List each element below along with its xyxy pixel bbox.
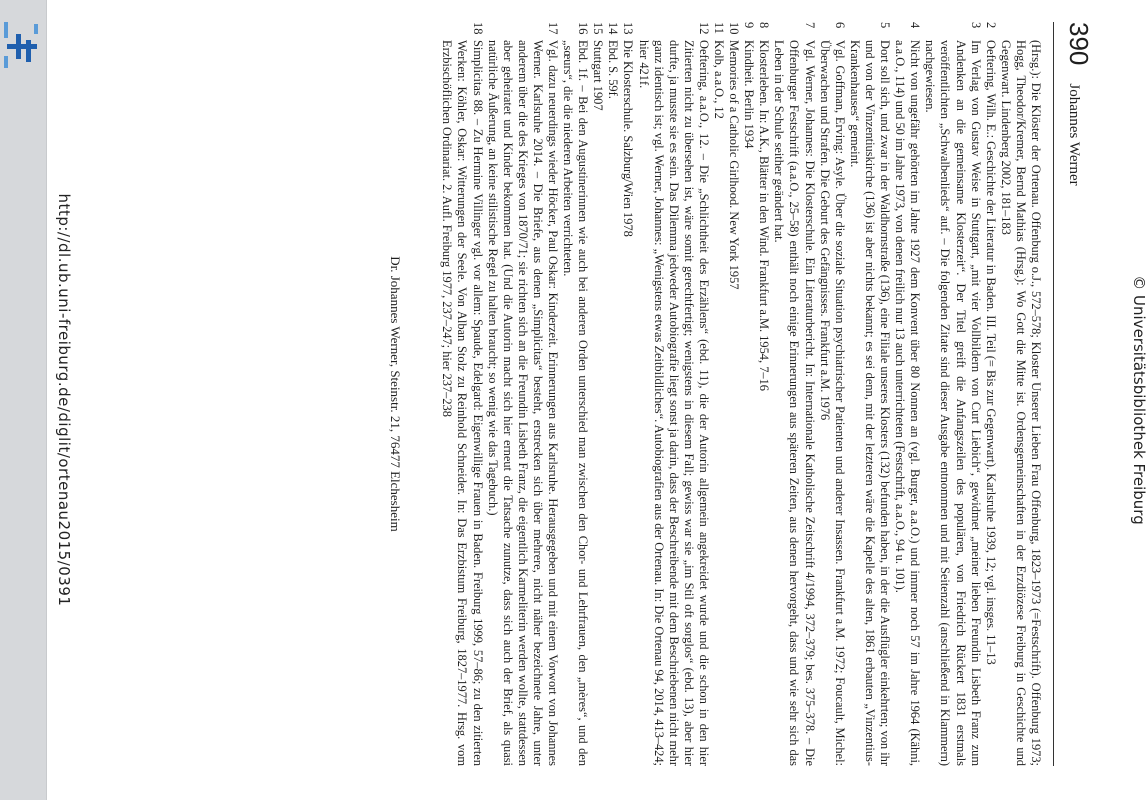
endnote-text: Nicht von ungefähr gehörten im Jahre 1927 dem Konvent über 80 Nonnen an (vgl. Burger, a.a.O.) und immer noch 57 im Jahre 1964 (Kähni, a.a.O., 114) und 50 im Jahre 1973, von denen freilich nur 13 auch unterrichteten (Festschrift, a.a.O., 94 u. 101). <box>893 40 923 766</box>
endnote-number: 14 <box>606 22 621 35</box>
endnote <box>485 22 560 766</box>
endnote-number: 13 <box>621 22 636 35</box>
endnote <box>756 22 771 766</box>
endnote <box>590 22 605 766</box>
endnote-number: 9 <box>742 22 757 29</box>
endnote-number: 5 <box>878 22 893 29</box>
endnote-text: (Hrsg.): Die Klöster der Ortenau. Offenburg o.J., 572–578; Kloster Unserer Lieben Frau Offenburg, 1823–1973 (=Festschrift). Offenburg 1973; Hogg, Theodor/Kremer, Bernd Mathias (Hrsg.): Wo Gott die Mitte ist. Ordensgemeinschaften in der Erzdiözese Freiburg in Geschichte und Gegenwart. Lindenberg 2002, 181–183 <box>998 40 1043 766</box>
url-watermark <box>46 0 82 800</box>
endnote <box>726 22 741 766</box>
endnote-number: 15 <box>591 22 606 35</box>
endnote-number: 16 <box>576 22 591 35</box>
viewer-side-panel <box>0 0 47 800</box>
page-number: 390 <box>1064 22 1094 66</box>
endnote-number: 17 <box>546 22 560 35</box>
scanned-page <box>84 0 1114 800</box>
endnote-text: Dort soll sich, und zwar in der Waldhornstraße (136), eine Filiale unseres Klosters (132) befunden haben, in der die Ausflügler einkehrten; von ihr und von der Vinzentiuskirche (136) ist aber nichts bekannt; es sei denn, mit der letzteren wäre die Kapelle des alten, 1861 erbauten „Vinzentius-Krankenhauses“ gemeint. <box>847 40 893 766</box>
endnote-number: 7 <box>802 22 817 29</box>
endnote <box>998 22 1043 766</box>
endnote-number: 4 <box>908 22 923 29</box>
endnote <box>741 22 756 766</box>
endnote <box>605 22 620 766</box>
endnote <box>439 22 484 766</box>
endnote-number: 10 <box>727 22 742 35</box>
page-content <box>94 14 1094 774</box>
library-logo-icon <box>2 14 42 74</box>
endnote-text: Oeftering, Wilh. E.: Geschichte der Literatur in Baden. III. Teil (= Bis zur Gegenwart). Karlsruhe 1939, 12; vgl. insges. 11–13 <box>983 40 998 665</box>
endnote <box>560 22 590 766</box>
endnote-text: Vgl. Werner, Johannes: Die Klosterschule. Ein Literaturbericht. In: Internationale Katholische Zeitschrift 4/1994, 372–379; bes. 375–378. – Die Offenburger Festschrift (a.a.O., 25–58) enthält noch einige Erinnerungen aus späteren Zeiten, aus denen hervorgeht, dass und wie sehr sich das Leben in der Schule seither geändert hat. <box>772 40 817 766</box>
endnote <box>620 22 635 766</box>
endnote <box>817 22 847 766</box>
url-watermark-text: http://dl.ub.uni-freiburg.de/diglit/ortenau2015/0391 <box>55 193 73 607</box>
copyright-watermark-text: © Universitätsbibliothek Freiburg <box>1130 275 1148 525</box>
copyright-watermark <box>1130 0 1148 800</box>
endnote-text: Im Verlag von Gustav Weise in Stuttgart, „mit vier Vollbildern von Curt Liebich“, gewidmet „meiner lieben Freundin Lisbeth Franz zum Andenken an die gemeinsame Klosterzeit“. Der Titel greift die Anfangszeilen des populären, von Friedrich Rückert 1831 erstmals veröffentlichten „Schwalbenlieds“ auf. – Die folgenden Zitate sind dieser Ausgabe entnommen und mit Seitenzahl (anschließend in Klammern) nachgewiesen. <box>923 40 983 766</box>
page-header <box>1053 22 1094 766</box>
endnote <box>635 22 710 766</box>
endnote-text: Ebd. S. 59f. <box>606 40 621 99</box>
endnote <box>922 22 982 766</box>
endnote-text: Die Klosterschule. Salzburg/Wien 1978 <box>621 40 636 237</box>
endnote-text: Oeftering, a.a.O., 12. – Die „Schlichtheit des Erzählens“ (ebd. 11), die der Autorin allgemein angekreidet wurde und die schon in den hier Zitierten nicht zu übersehen ist, wäre somit gerechtfertigt; wenigstens in diesem Fall; gewiss war sie „im Stil oft sorglos“ (ebd. 13), aber hier durfte, ja musste sie es sein. Das Dilemma jedweder Autobiografie liegt sonst ja darin, dass der Beschreibende mit dem Beschriebenen nicht mehr ganz identisch ist; vgl. Werner, Johannes: „Wenigstens etwas Zeitbildliches“. Autobiografien aus der Ortenau. In: Die Ortenau 94, 2014, 413–424; hier 421f. <box>636 40 711 766</box>
endnote-number: 11 <box>712 22 727 34</box>
endnote <box>983 22 998 766</box>
endnote-text: Simplicitas 88. – Zu Hermine Villinger vgl. vor allem: Spaude, Edelgard: Eigenwillige Frauen in Baden. Freiburg 1999, 57–86; zu den zitierten Werken: Köhler, Oskar: Witterungen der Seele. Von Alban Stolz zu Reinhold Schneider. In: Das Erzbistum Freiburg, 1827–1977. Hrsg. vom Erzbischöflichen Ordinariat. 2. Aufl. Freiburg 1977, 237–247; hier 237–238 <box>440 40 485 766</box>
running-head: Johannes Werner <box>1066 83 1082 186</box>
endnote-number: 8 <box>757 22 772 29</box>
endnote-text: Klosterleben. In: A.K., Blätter in den Wind. Frankfurt a.M. 1954, 7–16 <box>757 40 772 391</box>
endnote-text: Kindheit. Berlin 1934 <box>742 40 757 149</box>
endnote-number: 2 <box>983 22 998 29</box>
endnote-text: Stuttgart 1907 <box>591 40 606 111</box>
endnotes <box>439 22 1043 766</box>
endnote-text: Memories of a Catholic Girlhood. New York 1957 <box>727 40 742 290</box>
endnote-number: 12 <box>696 22 711 35</box>
endnote-number: 6 <box>832 22 847 29</box>
endnote-text: Ebd. 1f. – Bei den Augustinerinnen wie auch bei anderen Orden unterschied man zwischen den Chor- und Lehrfrauen, den „mères“, und den „sœurs“, die die niederen Arbeiten verrichteten. <box>561 40 591 766</box>
endnote-number: 18 <box>470 22 485 35</box>
endnote-text: Kolb, a.a.O., 12 <box>712 40 727 119</box>
endnote-number: 3 <box>968 22 983 29</box>
endnote <box>711 22 726 766</box>
author-address: Dr. Johannes Werner, Steinstr. 21, 76477 Elchesheim <box>388 256 404 532</box>
endnote <box>892 22 922 766</box>
endnote <box>847 22 892 766</box>
endnote-number <box>998 22 1043 40</box>
endnote-text: Vgl. dazu neuerdings wieder Höcker, Paul Oskar: Kinderzeit. Erinnerungen aus Karlsruhe. Herausgegeben und mit einem Vorwort von Johannes Werner. Karlsruhe 2014. – Die Briefe, aus denen „Simplicitas“ besteht, erstrecken sich über mehrere, nicht näher bezeichnete Jahre, unter anderem über die des Krieges von 1870/71; sie richten sich an die Freundin Lisbeth Franz, die eigentlich Karmeliterin werden wollte, stattdessen aber geheiratet und Kinder bekommen hat. (Und die Autorin macht sich hier erneut die Tatsache zunutze, dass sich auch der Brief, als quasi natürliche Äußerung, an keine stilistische Regel zu halten braucht; so wenig wie das Tagebuch.) <box>485 40 560 766</box>
endnote <box>771 22 816 766</box>
endnote-text: Vgl. Goffman, Erving: Asyle. Über die soziale Situation psychiatrischer Patienten und anderer Insassen. Frankfurt a.M. 1972; Foucault, Michel: Überwachen und Strafen. Die Geburt des Gefängnisses. Frankfurt a.M. 1976 <box>817 40 847 766</box>
